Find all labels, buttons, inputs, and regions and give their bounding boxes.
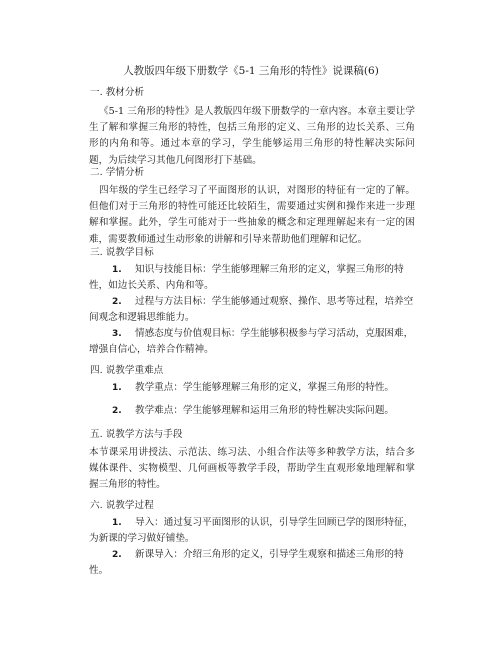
list-item-number: 3. <box>112 329 122 339</box>
list-item-number: 2. <box>112 406 122 416</box>
list-item-number: 2. <box>112 550 122 560</box>
section-heading-teaching-material: 一. 教材分析 <box>90 87 145 98</box>
list-item-text: 情感态度与价值观目标：学生能够积极参与学习活动，克服困难，增强自信心，培养合作精神。 <box>89 328 414 356</box>
section-paragraph-teaching-methods: 本节课采用讲授法、示范法、练习法、小组合作法等多种教学方法，结合多媒体课件、实物模型、几何画板等教学手段，帮助学生直观形象地理解和掌握三角形的特性。 <box>89 447 415 491</box>
list-item-number: 1. <box>112 518 122 528</box>
list-item-text: 过程与方法目标：学生能够通过观察、操作、思考等过程，培养空间观念和逻辑思维能力。 <box>89 296 414 324</box>
section-paragraph-student-analysis: 四年级的学生已经学习了平面图形的认识，对图形的特征有一定的了解。但他们对于三角形的特性可能还比较陌生，需要通过实例和操作来进一步理解和掌握。此外，学生可能对于一些抽象的概念和定理理解起来有一定的困难，需要教师通过生动形象的讲解和引导来帮助他们理解和记忆。 <box>89 185 415 245</box>
list-item-number: 1. <box>112 383 122 393</box>
section-heading-key-difficult-points: 四. 说教学重难点 <box>90 365 164 376</box>
section-heading-teaching-goals: 三. 说教学目标 <box>90 247 154 258</box>
list-item-text: 教学难点：学生能够理解和运用三角形的特性解决实际问题。 <box>135 405 395 416</box>
list-item-text: 教学重点：学生能够理解三角形的定义，掌握三角形的特性。 <box>135 382 395 393</box>
section-heading-student-analysis: 二. 学情分析 <box>90 167 145 178</box>
list-item-text: 导入：通过复习平面图形的认识，引导学生回顾已学的图形特征，为新课的学习做好铺垫。 <box>89 517 414 545</box>
section-paragraph-teaching-material: 《5-1 三角形的特性》是人教版四年级下册数学的一章内容。本章主要让学生了解和掌握三角形的特性，包括三角形的定义、三角形的边长关系、三角形的内角和等。通过本章的学习，学生能够运用三角形的特性解决实际问题，为后续学习其他几何图形打下基础。 <box>89 106 415 166</box>
list-item <box>89 262 415 294</box>
section-heading-teaching-process: 六. 说教学过程 <box>90 500 154 511</box>
list-item-number: 1. <box>112 265 122 275</box>
list-item <box>89 547 415 579</box>
document-title: 人教版四年级下册数学《5-1 三角形的特性》说课稿(6) <box>123 65 379 77</box>
list-item-text: 知识与技能目标：学生能够理解三角形的定义，掌握三角形的特性，如边长关系、内角和等。 <box>89 264 404 292</box>
list-item <box>89 380 415 396</box>
list-item <box>89 515 415 547</box>
list-item-number: 2. <box>112 297 122 307</box>
section-heading-teaching-methods: 五. 说教学方法与手段 <box>90 429 183 440</box>
list-item <box>89 294 415 326</box>
list-item-text: 新课导入：介绍三角形的定义，引导学生观察和描述三角形的特性。 <box>89 549 404 577</box>
list-item <box>89 403 415 419</box>
list-item <box>89 326 415 358</box>
